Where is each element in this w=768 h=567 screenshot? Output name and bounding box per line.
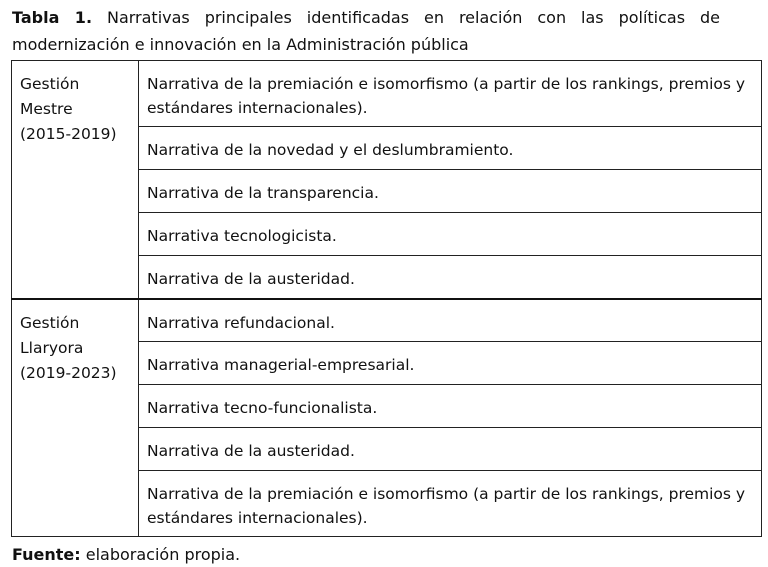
source-label: Fuente: bbox=[12, 545, 81, 564]
group-name-line1: Gestión bbox=[20, 313, 80, 332]
group-name-line2: Mestre bbox=[20, 100, 73, 118]
narrative-cell: Narrativa de la premiación e isomorfismo (a partir de los rankings, premios y estándares internacionales). bbox=[139, 61, 762, 127]
table-source bbox=[12, 543, 240, 567]
narratives-table bbox=[11, 60, 762, 537]
group-cell-llaryora bbox=[12, 299, 139, 537]
group-period: (2015-2019) bbox=[20, 125, 117, 143]
narrative-cell: Narrativa tecno-funcionalista. bbox=[139, 385, 762, 428]
narrative-cell: Narrativa de la premiación e isomorfismo (a partir de los rankings, premios y estándares internacionales). bbox=[139, 471, 762, 537]
group-cell-mestre bbox=[12, 61, 139, 299]
group-name-line1: Gestión bbox=[20, 75, 80, 93]
group-name-line2: Llaryora bbox=[20, 338, 84, 357]
table-caption bbox=[12, 4, 720, 58]
caption-text: Narrativas principales identificadas en relación con las políticas de modernización e innovación en la Administración pública bbox=[12, 8, 721, 54]
group-period: (2019-2023) bbox=[20, 363, 117, 382]
narrative-cell: Narrativa refundacional. bbox=[139, 299, 762, 342]
narrative-cell: Narrativa de la novedad y el deslumbramiento. bbox=[139, 127, 762, 170]
narrative-cell: Narrativa managerial-empresarial. bbox=[139, 342, 762, 385]
source-text: elaboración propia. bbox=[80, 545, 241, 564]
caption-label: Tabla 1. bbox=[12, 8, 93, 27]
table-row bbox=[12, 61, 762, 127]
narrative-cell: Narrativa tecnologicista. bbox=[139, 213, 762, 256]
table-row bbox=[12, 299, 762, 342]
narrative-cell: Narrativa de la transparencia. bbox=[139, 170, 762, 213]
narrative-cell: Narrativa de la austeridad. bbox=[139, 256, 762, 299]
narrative-cell: Narrativa de la austeridad. bbox=[139, 428, 762, 471]
